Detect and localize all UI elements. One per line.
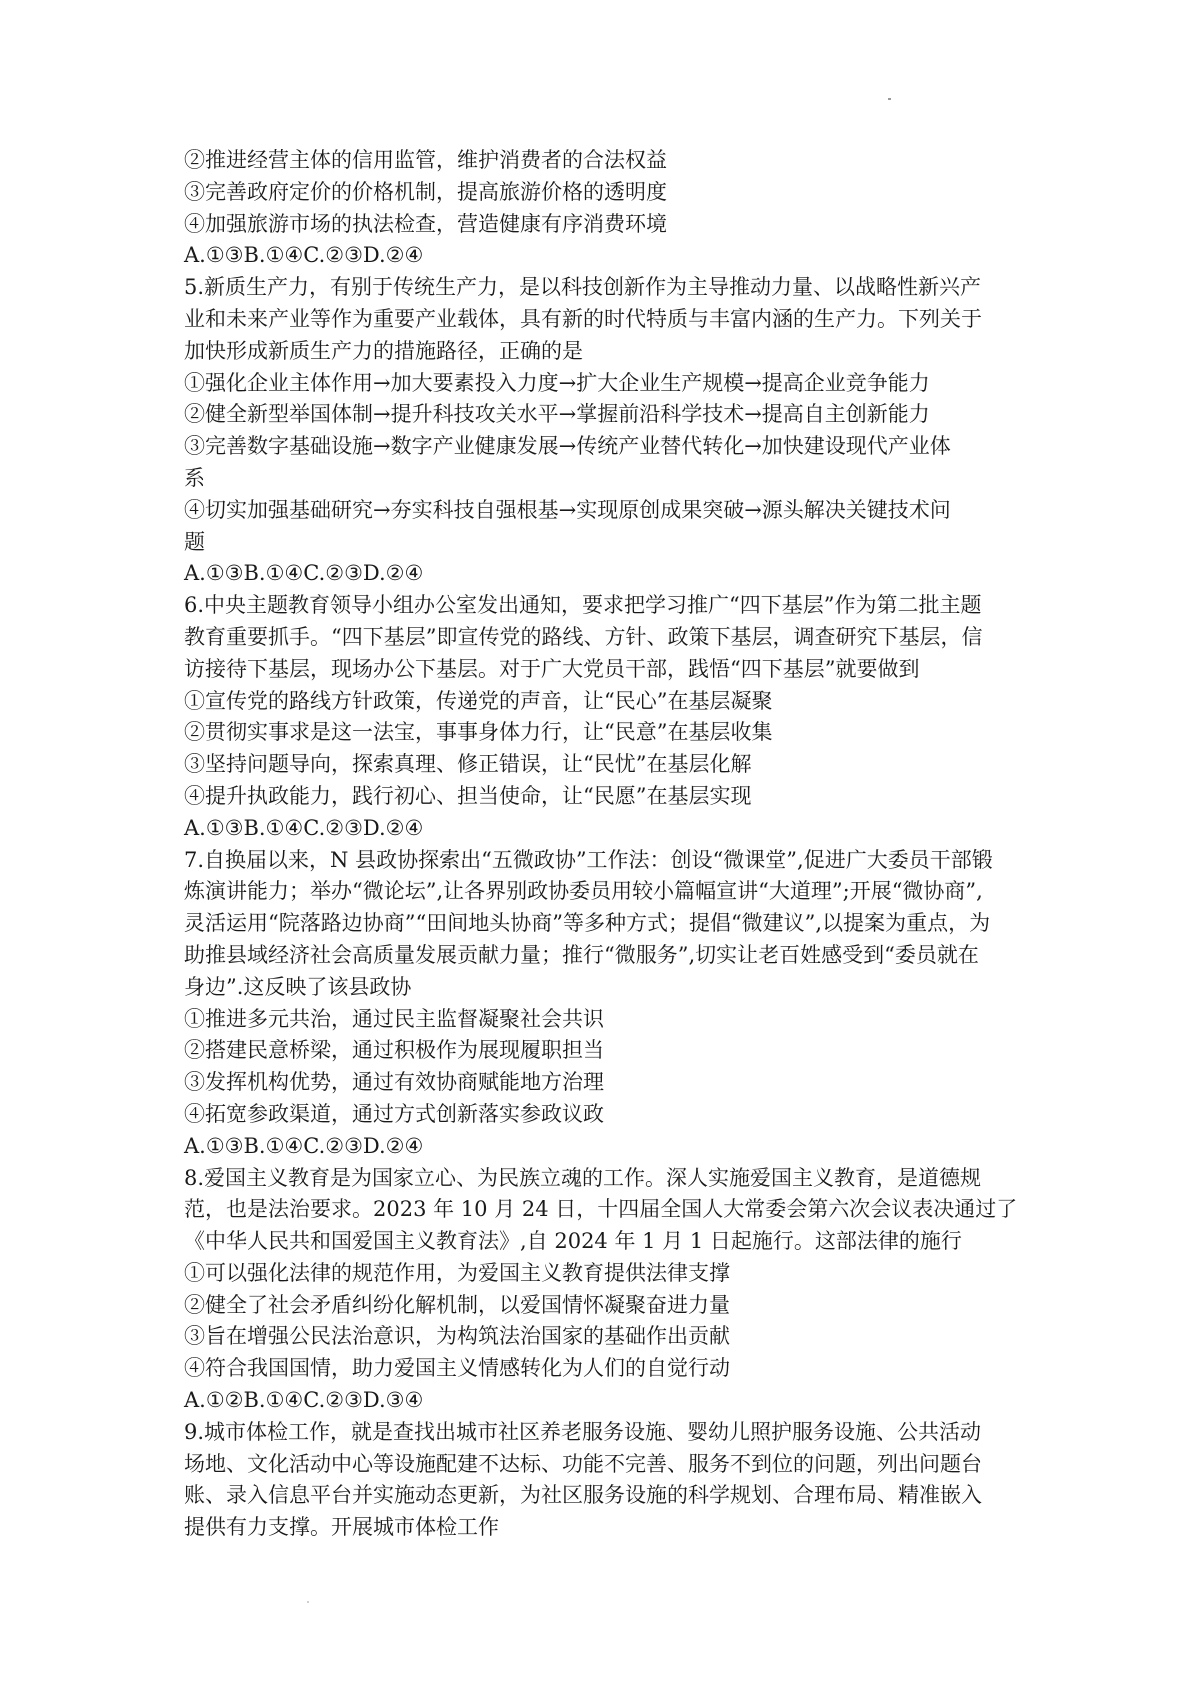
question-stem-line: 6.中央主题教育领导小组办公室发出通知，要求把学习推广“四下基层”作为第二批主题 [184,593,982,618]
option-3: ③完善数字基础设施→数字产业健康发展→传统产业替代转化→加快建设现代产业体 [184,434,951,459]
option-4: ④切实加强基础研究→夯实科技自强根基→实现原创成果突破→源头解决关键技术问 [184,497,951,522]
question-stem-line: 业和未来产业等作为重要产业载体，具有新的时代特质与丰富内涵的生产力。下列关于 [184,306,982,331]
option-2: ②健全了社会矛盾纠纷化解机制，以爱国情怀凝聚奋进力量 [184,1292,730,1317]
option-3: ③完善政府定价的价格机制，提高旅游价格的透明度 [184,179,667,204]
option-2: ②贯彻实事求是这一法宝，事事身体力行，让“民意”在基层收集 [184,720,773,745]
question-stem-line: 提供有力支撑。开展城市体检工作 [184,1515,499,1540]
question-stem-line: 访接待下基层，现场办公下基层。对于广大党员干部，践悟“四下基层”就要做到 [184,656,920,681]
option-4: ④符合我国国情，助力爱国主义情感转化为人们的自觉行动 [184,1356,730,1381]
question-8 [184,1163,1034,1417]
option-3-wrap: 系 [184,465,205,490]
option-4-wrap: 题 [184,529,205,554]
option-4: ④加强旅游市场的执法检查，营造健康有序消费环境 [184,211,667,236]
answer-choices: A.①③B.①④C.②③D.②④ [184,243,424,268]
question-4-continued [184,145,1034,272]
scan-speck [888,98,891,100]
question-stem-line: 炼演讲能力；举办“微论坛”,让各界别政协委员用较小篇幅宣讲“大道理”;开展“微协商”, [184,879,983,904]
question-stem-line: 5.新质生产力，有别于传统生产力，是以科技创新作为主导推动力量、以战略性新兴产 [184,275,982,300]
question-9 [184,1417,1034,1544]
option-1: ①宣传党的路线方针政策，传递党的声音，让“民心”在基层凝聚 [184,688,773,713]
question-stem-line: 7.自换届以来，N 县政协探索出“五微政协”工作法：创设“微课堂”,促进广大委员干部锻 [184,847,993,872]
question-5 [184,272,1034,590]
answer-choices: A.①③B.①④C.②③D.②④ [184,561,424,586]
option-1: ①推进多元共治，通过民主监督凝聚社会共识 [184,1006,604,1031]
option-1: ①强化企业主体作用→加大要素投入力度→扩大企业生产规模→提高企业竞争能力 [184,370,930,395]
question-stem-line: 助推县域经济社会高质量发展贡献力量；推行“微服务”,切实让老百姓感受到“委员就在 [184,942,979,967]
question-7 [184,845,1034,1163]
answer-choices: A.①③B.①④C.②③D.②④ [184,1133,424,1158]
option-2: ②搭建民意桥梁，通过积极作为展现履职担当 [184,1038,604,1063]
question-6 [184,590,1034,844]
option-4: ④提升执政能力，践行初心、担当使命，让“民愿”在基层实现 [184,783,752,808]
question-stem-line: 加快形成新质生产力的措施路径，正确的是 [184,338,583,363]
page-body [184,145,1034,1544]
question-stem-line: 灵活运用“院落路边协商”“田间地头协商”等多种方式；提倡“微建议”,以提案为重点，为 [184,911,991,936]
question-stem-line: 9.城市体检工作，就是查找出城市社区养老服务设施、婴幼儿照护服务设施、公共活动 [184,1419,982,1444]
question-stem-line: 范，也是法治要求。2023 年 10 月 24 日，十四届全国人大常委会第六次会议表决通过了 [184,1197,1018,1222]
option-3: ③旨在增强公民法治意识，为构筑法治国家的基础作出贡献 [184,1324,730,1349]
option-2: ②推进经营主体的信用监管，维护消费者的合法权益 [184,148,667,172]
option-2: ②健全新型举国体制→提升科技攻关水平→掌握前沿科学技术→提高自主创新能力 [184,402,930,427]
option-3: ③发挥机构优势，通过有效协商赋能地方治理 [184,1070,604,1095]
question-stem-line: 《中华人民共和国爱国主义教育法》,自 2024 年 1 月 1 日起施行。这部法律的施行 [184,1229,962,1254]
option-3: ③坚持问题导向，探索真理、修正错误，让“民忧”在基层化解 [184,752,752,777]
question-stem-line: 场地、文化活动中心等设施配建不达标、功能不完善、服务不到位的问题，列出问题台 [184,1451,982,1476]
option-1: ①可以强化法律的规范作用，为爱国主义教育提供法律支撑 [184,1260,730,1285]
question-stem-line: 账、录入信息平台并实施动态更新，为社区服务设施的科学规划、合理布局、精准嵌入 [184,1483,982,1508]
option-4: ④拓宽参政渠道，通过方式创新落实参政议政 [184,1101,604,1126]
question-stem-line: 身边”.这反映了该县政协 [184,974,412,999]
scan-speck [307,1601,309,1603]
answer-choices: A.①③B.①④C.②③D.②④ [184,815,424,840]
question-stem-line: 教育重要抓手。“四下基层”即宣传党的路线、方针、政策下基层，调查研究下基层，信 [184,624,983,649]
question-stem-line: 8.爱国主义教育是为国家立心、为民族立魂的工作。深人实施爱国主义教育，是道德规 [184,1165,982,1190]
answer-choices: A.①②B.①④C.②③D.③④ [184,1388,424,1413]
